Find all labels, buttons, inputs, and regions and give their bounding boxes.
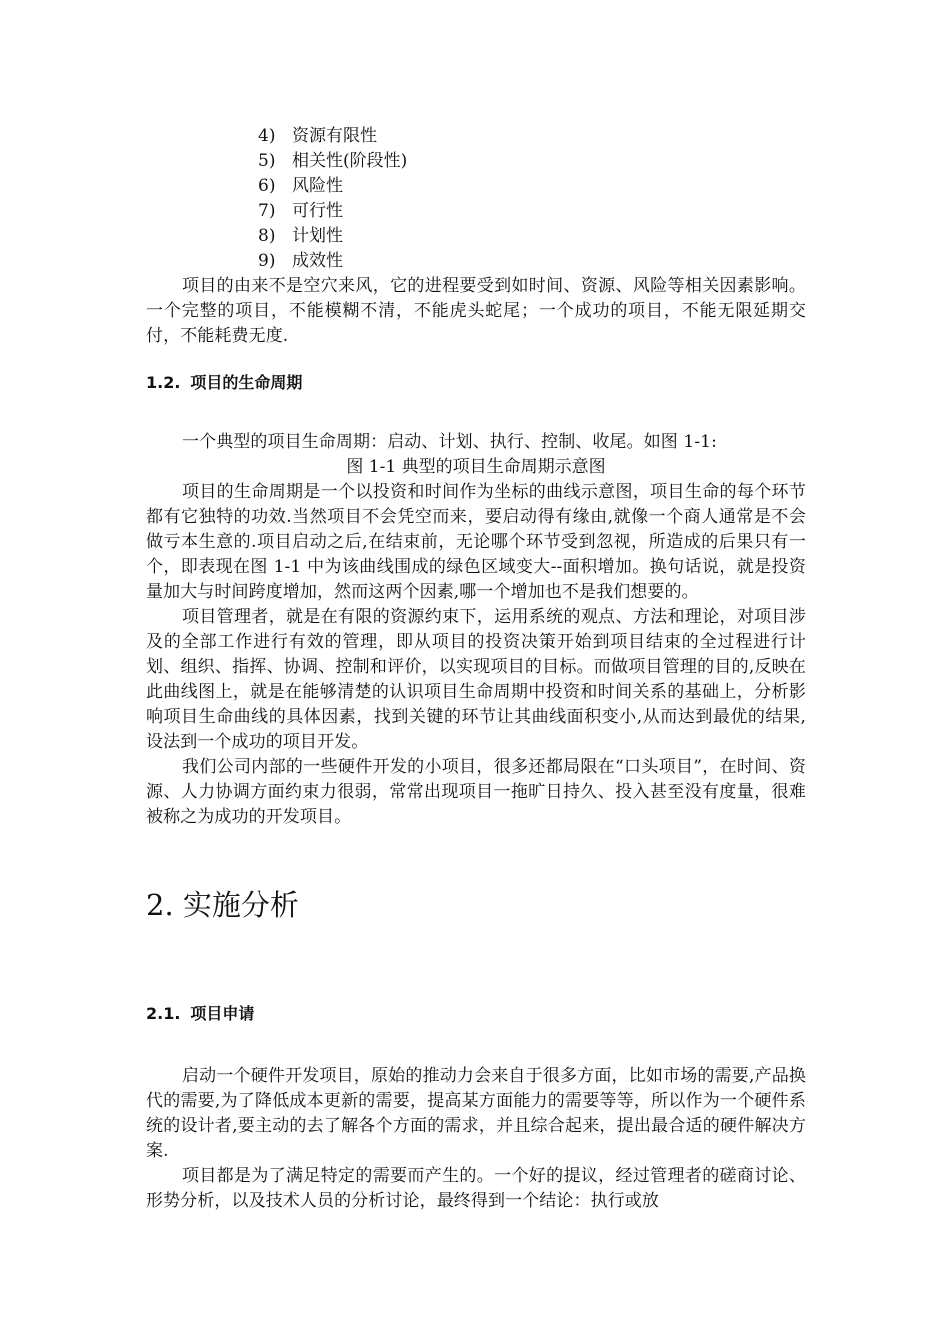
section-title: 项目的生命周期 [190, 373, 303, 392]
section-number: 2.1. [146, 1004, 181, 1023]
list-item-number: 4) [258, 126, 276, 146]
paragraph-apply [146, 1064, 806, 1214]
list-item [258, 174, 407, 199]
feature-list [258, 124, 407, 274]
list-item-number: 7) [258, 201, 276, 221]
paragraph-text: 项目都是为了满足特定的需要而产生的。一个好的提议，经过管理者的磋商讨论、形势分析，以及技术人员的分析讨论，最终得到一个结论：执行或放 [146, 1166, 806, 1211]
section-title: 项目申请 [190, 1004, 255, 1023]
paragraph-text: 项目的由来不是空穴来风，它的进程要受到如时间、资源、风险等相关因素影响。一个完整的项目，不能模糊不清，不能虎头蛇尾；一个成功的项目，不能无限延期交付，不能耗费无度. [146, 276, 806, 346]
list-item-text: 成效性 [292, 251, 343, 271]
list-item-text: 风险性 [292, 176, 343, 196]
list-item-text: 可行性 [292, 201, 343, 221]
paragraph-origin [146, 274, 806, 349]
paragraph-text: 项目的生命周期是一个以投资和时间作为坐标的曲线示意图，项目生命的每个环节都有它独特的功效.当然项目不会凭空而来，要启动得有缘由,就像一个商人通常是不会做亏本生意的.项目启动之后,在结束前，无论哪个环节受到忽视，所造成的后果只有一个，即表现在图 1-1 中为该曲线围成的绿色区域变大--面积增加。换句话说，就是投资量加大与时间跨度增加，然而这两个因素,哪一个增加也不是我们想要的。 [146, 482, 806, 602]
section-heading-1-2 [146, 371, 302, 395]
paragraph-text: 项目管理者，就是在有限的资源约束下，运用系统的观点、方法和理论，对项目涉及的全部工作进行有效的管理，即从项目的投资决策开始到项目结束的全过程进行计划、组织、指挥、协调、控制和评价，以实现项目的目标。而做项目管理的目的,反映在此曲线图上，就是在能够清楚的认识项目生命周期中投资和时间关系的基础上，分析影响项目生命曲线的具体因素，找到关键的环节让其曲线面积变小,从而达到最优的结果,设法到一个成功的项目开发。 [146, 607, 806, 752]
list-item-number: 8) [258, 226, 276, 246]
section-number: 1.2. [146, 373, 181, 392]
paragraph-lifecycle-body [146, 480, 806, 830]
list-item-text: 资源有限性 [292, 126, 377, 146]
section-heading-2-1 [146, 1002, 254, 1026]
list-item-number: 5) [258, 151, 276, 171]
list-item-text: 计划性 [292, 226, 343, 246]
list-item-text: 相关性(阶段性) [292, 151, 408, 171]
list-item [258, 199, 407, 224]
paragraph-text: 启动一个硬件开发项目，原始的推动力会来自于很多方面，比如市场的需要,产品换代的需要,为了降低成本更新的需要，提高某方面能力的需要等等，所以作为一个硬件系统的设计者,要主动的去了解各个方面的需求，并且综合起来，提出最合适的硬件解决方案. [146, 1066, 806, 1161]
figure-caption: 图 1-1 典型的项目生命周期示意图 [346, 457, 606, 477]
list-item-number: 6) [258, 176, 276, 196]
paragraph-text: 一个典型的项目生命周期：启动、计划、执行、控制、收尾。如图 1-1: [182, 432, 717, 452]
list-item [258, 124, 407, 149]
paragraph-lifecycle-intro [146, 430, 806, 455]
list-item [258, 249, 407, 274]
list-item-number: 9) [258, 251, 276, 271]
paragraph-text: 我们公司内部的一些硬件开发的小项目，很多还都局限在“口头项目”，在时间、资源、人力协调方面约束力很弱，常常出现项目一拖旷日持久、投入甚至没有度量，很难被称之为成功的开发项目。 [146, 757, 806, 827]
list-item [258, 149, 407, 174]
chapter-heading: 2. 实施分析 [146, 888, 299, 922]
list-item [258, 224, 407, 249]
